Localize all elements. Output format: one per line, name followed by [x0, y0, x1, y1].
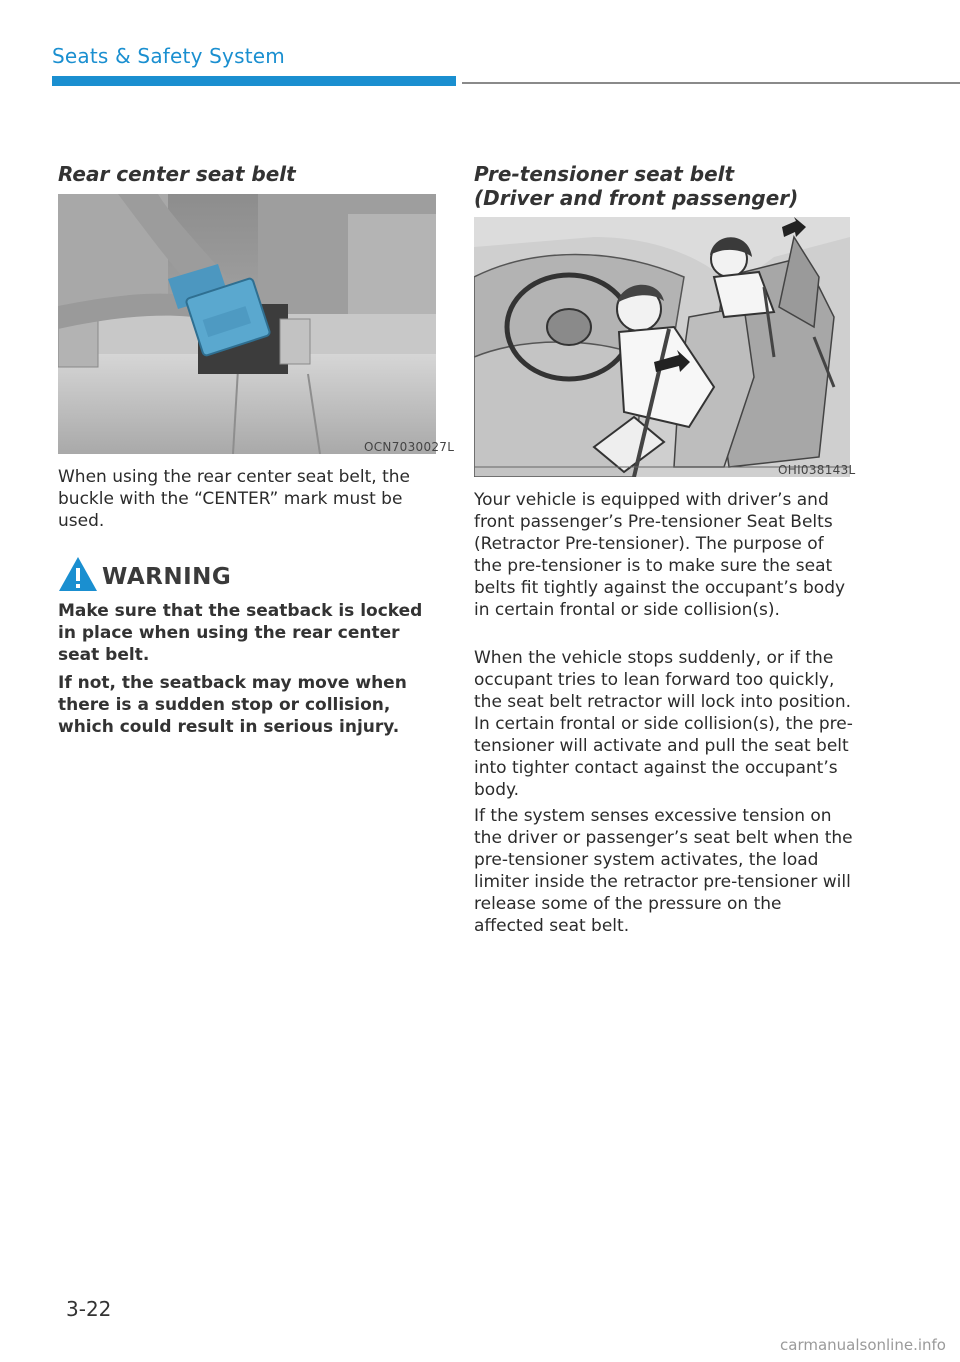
rear-center-belt-heading: Rear center seat belt [58, 162, 296, 186]
rear-center-belt-photo [58, 194, 436, 454]
pretensioner-heading-line2: (Driver and front passenger) [474, 186, 799, 210]
pretensioner-heading-line1: Pre-tensioner seat belt [474, 162, 735, 186]
figure-code-right: OHI038143L [778, 463, 856, 477]
page-number: 3-22 [66, 1297, 112, 1321]
warning-label: WARNING [102, 564, 232, 590]
pretensioner-paragraph-2: When the vehicle stops suddenly, or if the occupant tries to lean forward too quickly, the seat belt retractor will lock into position. In certain frontal or side collision(s), the pre-tensioner will activate and pull the seat belt into tighter contact against the occupant’s body. [474, 648, 853, 800]
warning-triangle-icon [58, 556, 98, 592]
warning-paragraph-2: If not, the seatback may move when there is a sudden stop or collision, which could result in serious injury. [58, 673, 407, 737]
car-interior-occupants-illustration [474, 217, 850, 477]
pretensioner-paragraph-3: If the system senses excessive tension on the driver or passenger’s seat belt when the pre-tensioner system activates, the load limiter inside the retractor pre-tensioner will release some of the pressure on the affected seat belt. [474, 806, 853, 936]
pretensioner-paragraph-1: Your vehicle is equipped with driver’s and front passenger’s Pre-tensioner Seat Belts (Retractor Pre-tensioner). The purpose of the pre-tensioner is to make sure the seat belts fit tightly against the occupant’s body in certain frontal or side collision(s). [474, 490, 846, 620]
figure-code-left: OCN7030027L [364, 440, 455, 454]
watermark: carmanualsonline.info [780, 1336, 946, 1354]
section-title: Seats & Safety System [52, 44, 285, 68]
rear-center-belt-text: When using the rear center seat belt, the buckle with the “CENTER” mark must be used. [58, 467, 410, 531]
warning-paragraph-1: Make sure that the seatback is locked in place when using the rear center seat belt. [58, 601, 423, 665]
pretensioner-illustration [474, 217, 850, 477]
header-rule [462, 82, 960, 84]
header-accent-bar [52, 76, 456, 86]
seat-belt-buckle-illustration [58, 194, 436, 454]
